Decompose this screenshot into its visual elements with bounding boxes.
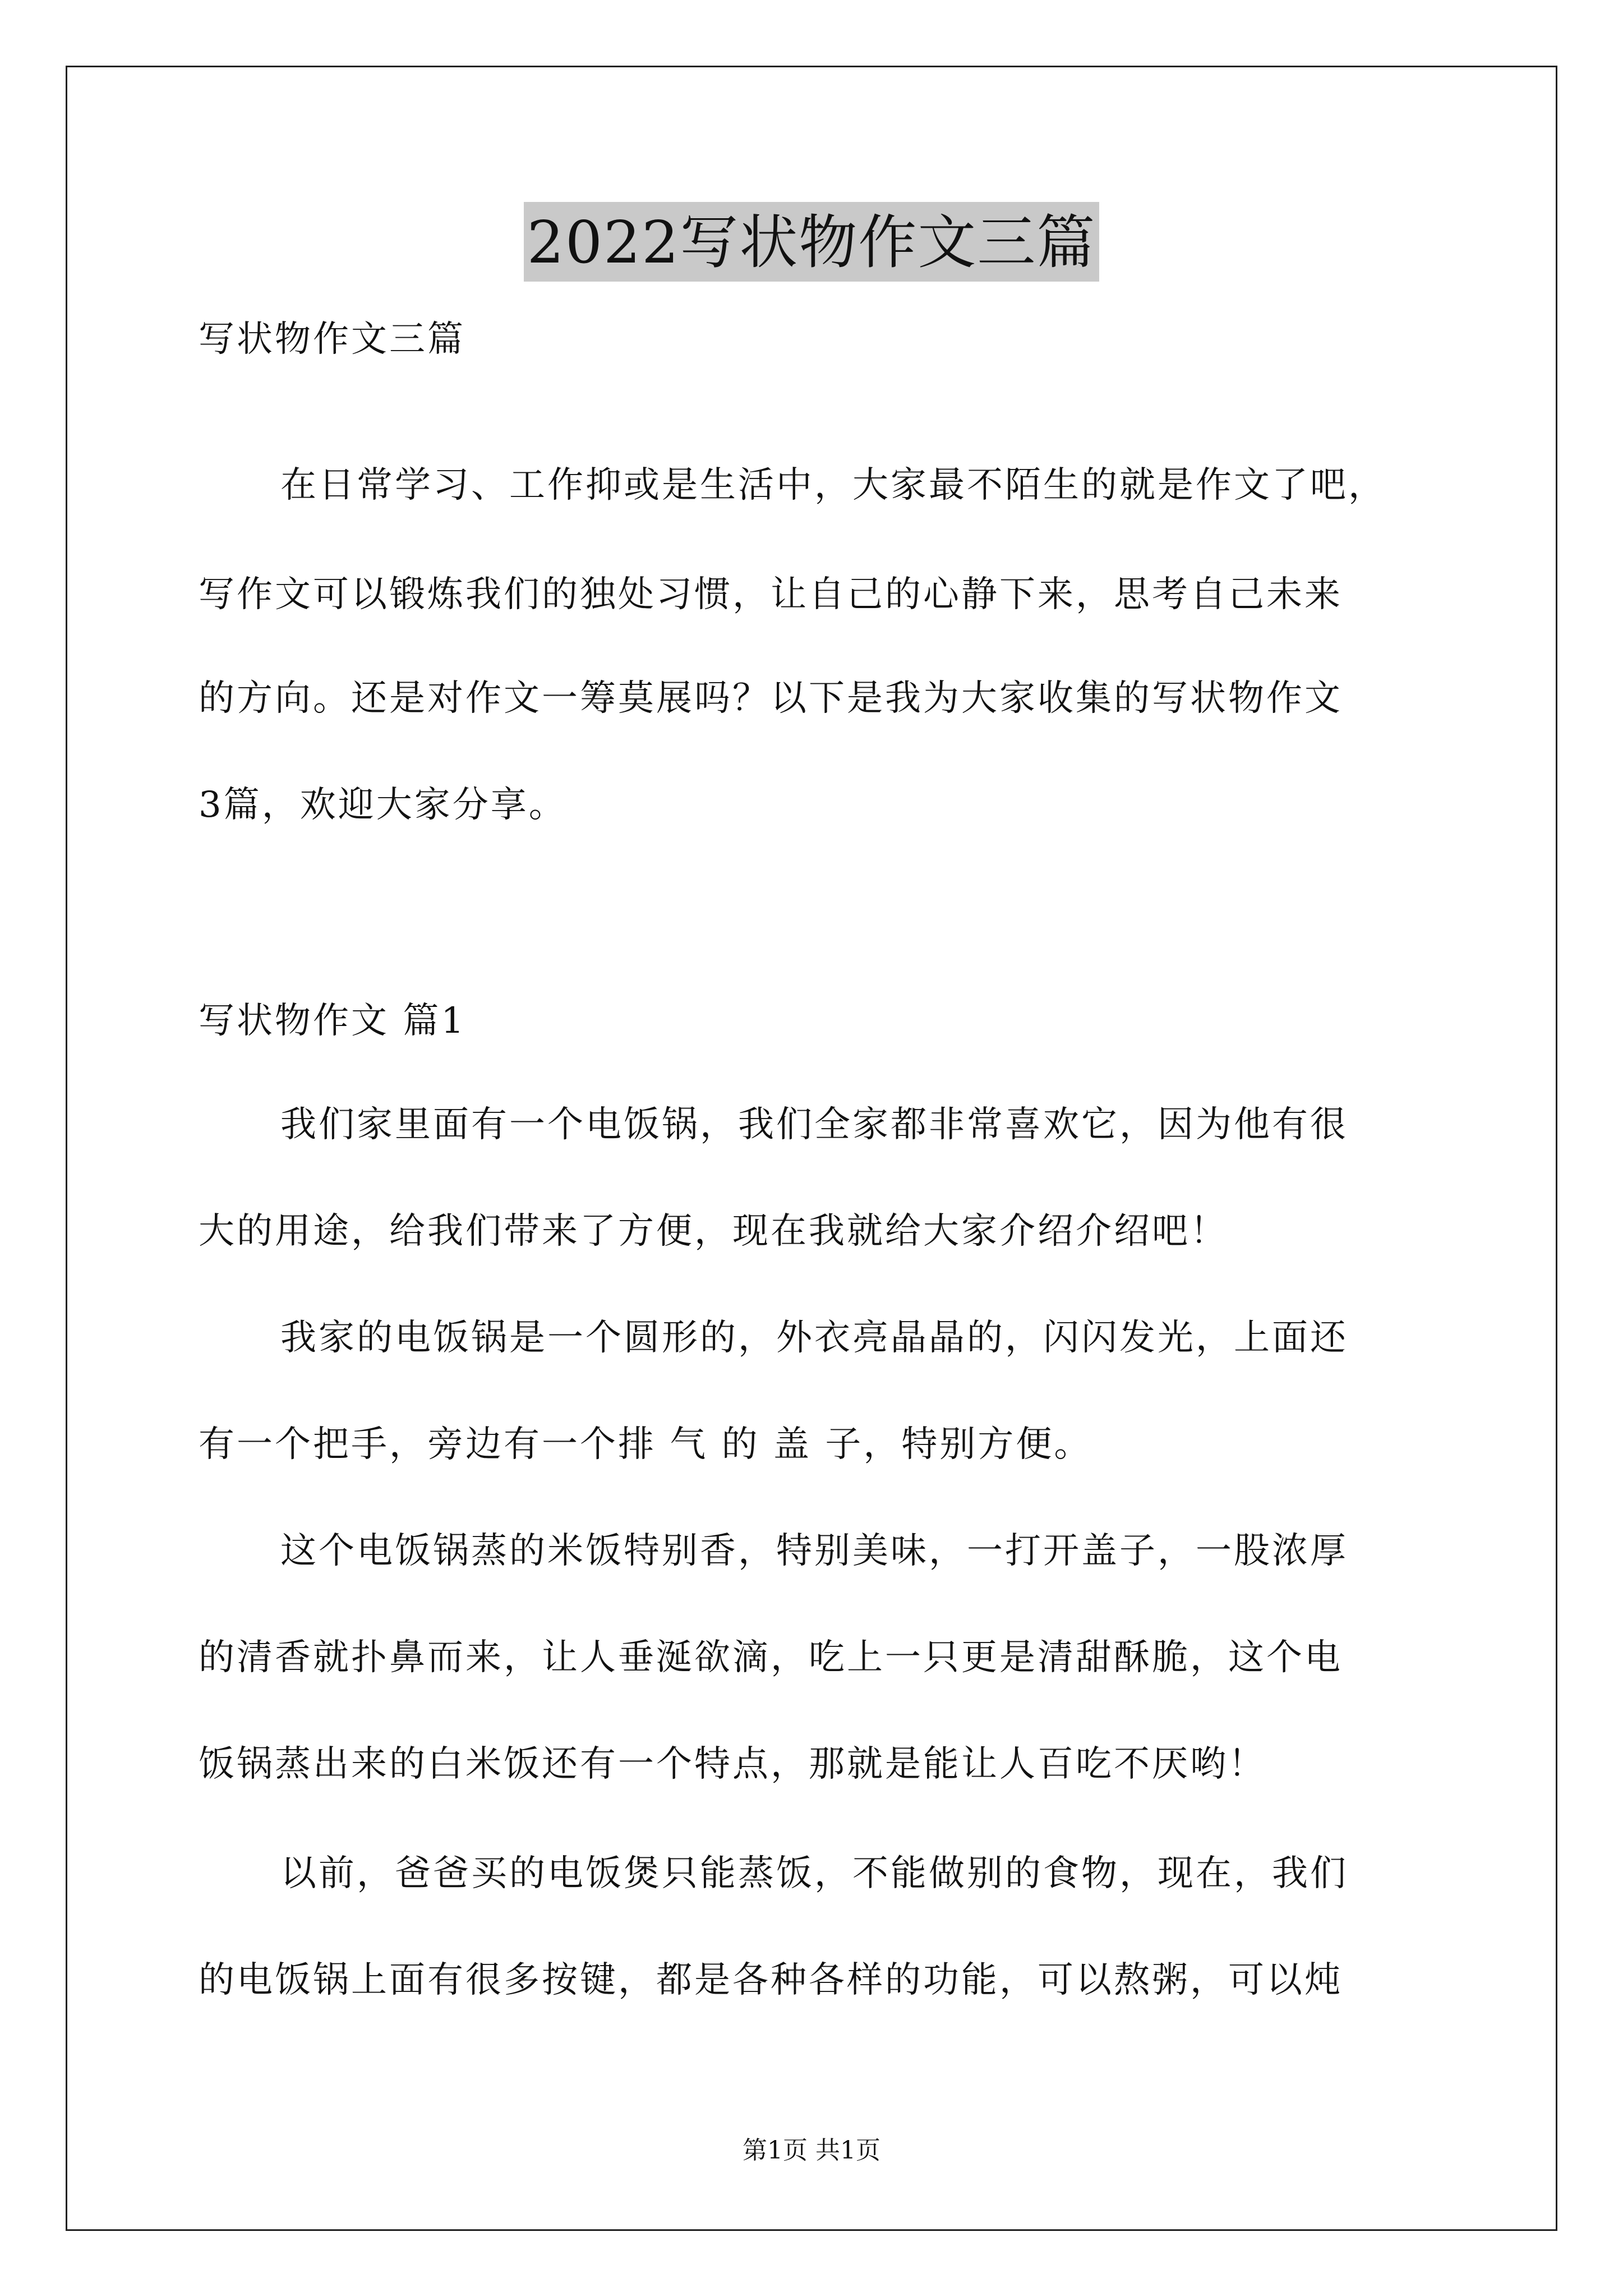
- section-heading: 写状物作文 篇1: [199, 1000, 467, 1042]
- paragraph-line: 的清香就扑鼻而来，让人垂涎欲滴，吃上一只更是清甜酥脆，这个电: [199, 1637, 1343, 1678]
- paragraph-line: 写作文可以锻炼我们的独处习惯，让自己的心静下来，思考自己未来: [199, 574, 1343, 615]
- title-container: [0, 202, 1623, 282]
- subtitle-line: 写状物作文三篇: [199, 319, 465, 360]
- page-border: [66, 66, 1557, 2231]
- paragraph-line: 的电饭锅上面有很多按键，都是各种各样的功能，可以熬粥，可以炖: [199, 1959, 1343, 2001]
- paragraph-line: 有一个把手，旁边有一个排 气 的 盖 子，特别方便。: [199, 1424, 1092, 1465]
- paragraph-line: 我们家里面有一个电饭锅，我们全家都非常喜欢它，因为他有很: [280, 1104, 1348, 1145]
- paragraph-line: 大的用途，给我们带来了方便，现在我就给大家介绍介绍吧！: [199, 1211, 1228, 1252]
- paragraph-line: 在日常学习、工作抑或是生活中，大家最不陌生的就是作文了吧，: [280, 464, 1386, 506]
- paragraph-line: 我家的电饭锅是一个圆形的，外衣亮晶晶的，闪闪发光，上面还: [280, 1317, 1348, 1359]
- paragraph-line: 3篇，欢迎大家分享。: [199, 784, 567, 826]
- page-footer: 第1页 共1页: [743, 2136, 880, 2165]
- paragraph-line: 以前，爸爸买的电饭煲只能蒸饭，不能做别的食物，现在，我们: [280, 1853, 1348, 1894]
- paragraph-line: 的方向。还是对作文一筹莫展吗？以下是我为大家收集的写状物作文: [199, 678, 1343, 719]
- paragraph-line: 这个电饭锅蒸的米饭特别香，特别美味，一打开盖子，一股浓厚: [280, 1530, 1348, 1572]
- document-title: 2022写状物作文三篇: [524, 202, 1100, 282]
- paragraph-line: 饭锅蒸出来的白米饭还有一个特点，那就是能让人百吃不厌哟！: [199, 1743, 1266, 1785]
